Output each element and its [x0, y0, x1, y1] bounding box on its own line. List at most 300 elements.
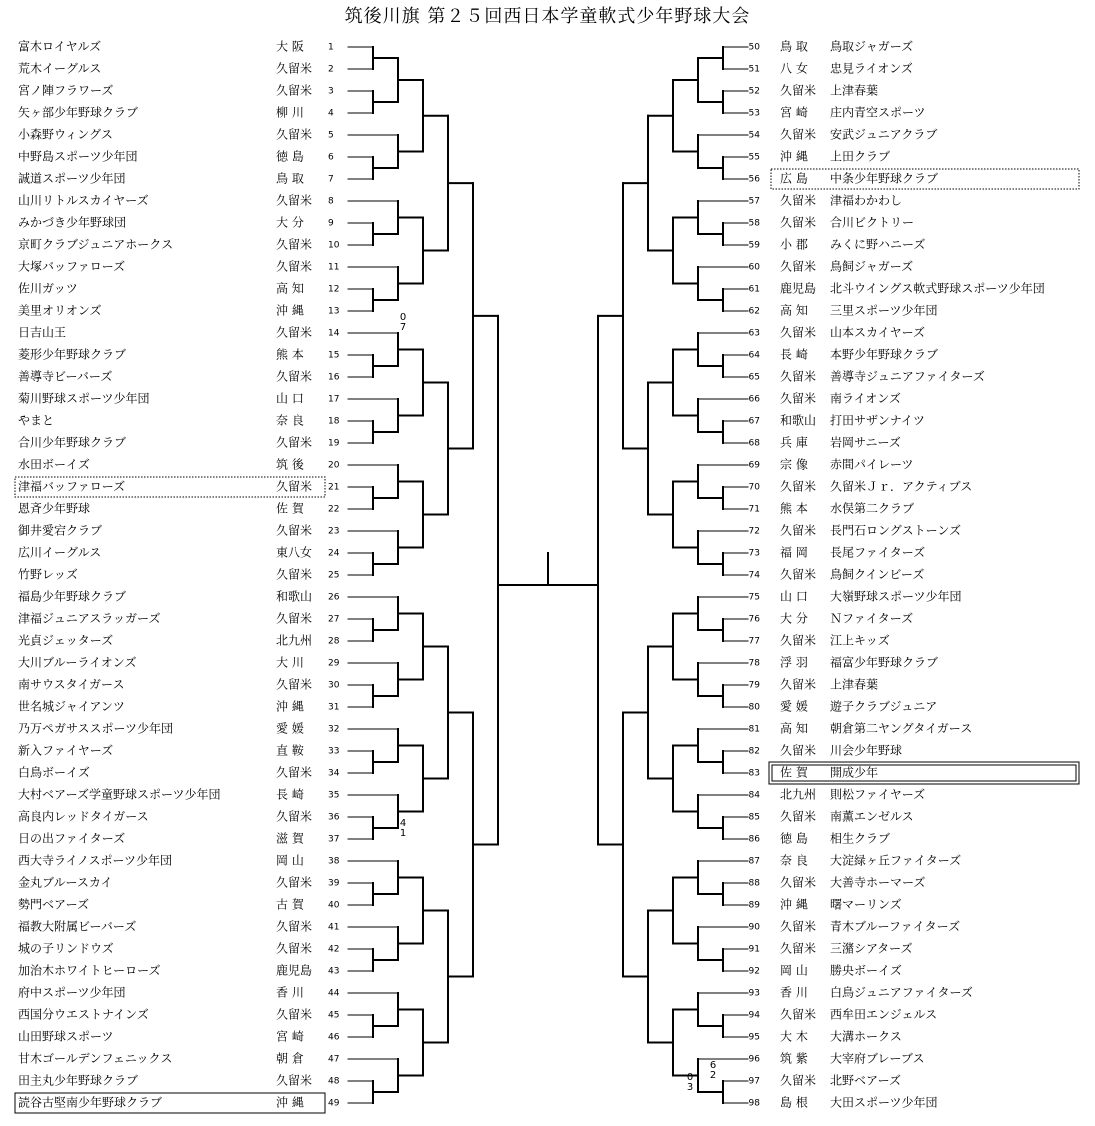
team-prefecture: 高 知 [276, 281, 304, 296]
seed-number: 79 [748, 680, 760, 691]
team-prefecture: 久留米 [276, 61, 313, 76]
score-label: 3 [686, 1082, 694, 1093]
team-name: 高良内レッドタイガース [18, 809, 149, 824]
team-prefecture: 宗 像 [780, 457, 808, 472]
team-prefecture: 熊 本 [276, 347, 304, 362]
team-prefecture: 愛 媛 [276, 721, 304, 736]
team-name: 合川ビクトリー [830, 215, 915, 230]
seed-number: 51 [748, 64, 760, 75]
team-name: 福富少年野球クラブ [830, 655, 939, 670]
seed-number: 27 [328, 614, 340, 625]
team-prefecture: 筑 後 [276, 457, 304, 472]
team-name: 上津春葉 [830, 83, 879, 98]
seed-number: 91 [748, 944, 760, 955]
team-name: 西大寺ライノスポーツ少年団 [18, 853, 172, 868]
team-prefecture: 佐 賀 [276, 501, 304, 516]
seed-number: 85 [748, 812, 760, 823]
team-prefecture: 久留米 [276, 83, 313, 98]
team-prefecture: 沖 縄 [276, 1095, 304, 1110]
seed-number: 74 [748, 570, 760, 581]
team-name: 長尾ファイターズ [830, 545, 926, 560]
seed-number: 9 [328, 218, 334, 229]
seed-number: 15 [328, 350, 340, 361]
seed-number: 75 [748, 592, 760, 603]
seed-number: 24 [328, 548, 340, 559]
team-prefecture: 柳 川 [276, 105, 304, 120]
team-prefecture: 久留米 [780, 809, 817, 824]
team-name: 西牟田エンジェルス [830, 1007, 938, 1022]
seed-number: 25 [328, 570, 340, 581]
team-name: 城の子リンドウズ [18, 941, 114, 956]
page-title: 筑後川旗 第２５回西日本学童軟式少年野球大会 [344, 6, 751, 27]
team-prefecture: 沖 縄 [780, 897, 808, 912]
team-prefecture: 久留米 [276, 237, 313, 252]
score-label: 7 [399, 322, 407, 333]
team-prefecture: 高 知 [780, 303, 808, 318]
seed-number: 54 [748, 130, 760, 141]
seed-number: 18 [328, 416, 340, 427]
seed-number: 69 [748, 460, 760, 471]
team-prefecture: 鳥 取 [276, 171, 304, 186]
team-prefecture: 和歌山 [276, 589, 313, 604]
seed-number: 82 [748, 746, 760, 757]
seed-number: 70 [748, 482, 760, 493]
seed-number: 39 [328, 878, 340, 889]
team-prefecture: 愛 媛 [780, 699, 808, 714]
team-name: 遊子クラブジュニア [830, 699, 938, 714]
score-label: 2 [709, 1070, 717, 1081]
seed-number: 94 [748, 1010, 760, 1021]
team-name: 開成少年 [830, 765, 879, 780]
team-name: やまと [18, 413, 55, 428]
seed-number: 73 [748, 548, 760, 559]
team-prefecture: 北九州 [276, 633, 313, 648]
team-name: 庄内青空スポーツ [830, 105, 926, 120]
seed-number: 47 [328, 1054, 340, 1065]
team-name: 日の出ファイターズ [18, 831, 126, 846]
team-name: 善導寺ジュニアファイターズ [830, 369, 985, 384]
team-prefecture: 久留米 [276, 435, 313, 450]
score-label: 0 [399, 312, 407, 323]
team-prefecture: 久留米 [780, 677, 817, 692]
team-prefecture: 久留米 [276, 611, 313, 626]
team-name: 福島少年野球クラブ [18, 589, 127, 604]
seed-number: 36 [328, 812, 340, 823]
team-name: 岩岡サニーズ [830, 435, 901, 450]
seed-number: 26 [328, 592, 340, 603]
seed-number: 30 [328, 680, 340, 691]
seed-number: 3 [328, 86, 334, 97]
seed-number: 14 [328, 328, 340, 339]
team-prefecture: 久留米 [780, 215, 817, 230]
seed-number: 35 [328, 790, 340, 801]
seed-number: 63 [748, 328, 760, 339]
team-prefecture: 筑 紫 [780, 1051, 808, 1066]
team-prefecture: 久留米 [780, 567, 817, 582]
team-name: 久留米Ｊｒ．アクティブス [830, 479, 973, 494]
team-prefecture: 広 島 [780, 171, 808, 186]
team-name: 長門石ロングストーンズ [830, 523, 962, 538]
team-name: 三潴シアターズ [830, 941, 913, 956]
team-name: 合川少年野球クラブ [18, 435, 127, 450]
team-name: 宮ノ陣フラワーズ [18, 83, 114, 98]
seed-number: 12 [328, 284, 340, 295]
team-prefecture: 久留米 [276, 809, 313, 824]
team-name: 朝倉第二ヤングタイガース [830, 721, 973, 736]
team-name: Ｎファイターズ [830, 611, 914, 626]
team-prefecture: 大 阪 [276, 39, 304, 54]
team-name: 鳥飼クインビーズ [830, 567, 925, 582]
team-name: 読谷古堅南少年野球クラブ [18, 1095, 163, 1110]
seed-number: 61 [748, 284, 760, 295]
seed-number: 11 [328, 262, 340, 273]
team-prefecture: 大 分 [780, 611, 808, 626]
team-name: 誠道スポーツ少年団 [18, 171, 126, 186]
team-name: 青木ブルーファイターズ [830, 919, 961, 934]
seed-number: 72 [748, 526, 760, 537]
seed-number: 44 [328, 988, 340, 999]
team-prefecture: 山 口 [780, 589, 808, 604]
team-prefecture: 岡 山 [276, 853, 304, 868]
team-name: 広川イーグルス [18, 545, 102, 560]
team-prefecture: 八 女 [780, 61, 808, 76]
team-prefecture: 東八女 [276, 545, 313, 560]
team-name: 津福ジュニアスラッガーズ [18, 611, 161, 626]
team-prefecture: 長 崎 [780, 347, 808, 362]
seed-number: 96 [748, 1054, 760, 1065]
seed-number: 28 [328, 636, 340, 647]
team-prefecture: 奈 良 [780, 853, 808, 868]
seed-number: 76 [748, 614, 760, 625]
seed-number: 8 [328, 196, 334, 207]
team-name: 北斗ウイングス軟式野球スポーツ少年団 [830, 281, 1045, 296]
team-prefecture: 久留米 [276, 765, 313, 780]
team-name: 安武ジュニアクラブ [830, 127, 938, 142]
team-prefecture: 久留米 [276, 325, 313, 340]
seed-number: 31 [328, 702, 340, 713]
team-prefecture: 徳 島 [780, 831, 808, 846]
team-name: 矢ヶ部少年野球クラブ [18, 105, 139, 120]
team-name: 菱形少年野球クラブ [18, 347, 127, 362]
team-name: 大村ベアーズ学童野球スポーツ少年団 [18, 787, 221, 802]
team-name: 菊川野球スポーツ少年団 [18, 391, 150, 406]
seed-number: 92 [748, 966, 760, 977]
team-prefecture: 沖 縄 [276, 303, 304, 318]
seed-number: 80 [748, 702, 760, 713]
team-prefecture: 徳 島 [276, 149, 304, 164]
seed-number: 78 [748, 658, 760, 669]
seed-number: 67 [748, 416, 760, 427]
seed-number: 49 [328, 1098, 340, 1109]
team-name: 白鳥ボーイズ [18, 765, 90, 780]
seed-number: 58 [748, 218, 760, 229]
team-prefecture: 鳥 取 [780, 39, 808, 54]
seed-number: 95 [748, 1032, 760, 1043]
seed-number: 55 [748, 152, 760, 163]
team-prefecture: 熊 本 [780, 501, 808, 516]
team-prefecture: 久留米 [276, 941, 313, 956]
team-name: 荒木イーグルス [18, 61, 102, 76]
bracket-lines [348, 47, 748, 1103]
team-prefecture: 和歌山 [780, 413, 817, 428]
team-prefecture: 直 鞍 [276, 743, 304, 758]
team-name: 勢門ベアーズ [18, 897, 90, 912]
team-prefecture: 宮 崎 [276, 1029, 304, 1044]
team-prefecture: 古 賀 [276, 897, 304, 912]
team-name: みかづき少年野球団 [18, 215, 127, 230]
team-name: 津福わかわし [830, 193, 903, 208]
team-prefecture: 奈 良 [276, 413, 304, 428]
team-name: 乃万ペガサススポーツ少年団 [18, 721, 174, 736]
team-name: 鳥飼ジャガーズ [830, 259, 914, 274]
team-prefecture: 岡 山 [780, 963, 808, 978]
team-prefecture: 久留米 [276, 523, 313, 538]
team-name: 大田スポーツ少年団 [830, 1095, 938, 1110]
team-name: 上田クラブ [830, 149, 891, 164]
team-prefecture: 久留米 [276, 259, 313, 274]
team-name: 本野少年野球クラブ [830, 347, 939, 362]
team-prefecture: 久留米 [276, 1073, 313, 1088]
team-prefecture: 佐 賀 [780, 765, 808, 780]
team-name: 大塚バッファローズ [18, 259, 126, 274]
team-name: 新入ファイヤーズ [18, 743, 114, 758]
seed-number: 38 [328, 856, 340, 867]
seed-number: 41 [328, 922, 340, 933]
team-name: 中条少年野球クラブ [830, 171, 939, 186]
team-name: 鳥取ジャガーズ [830, 39, 914, 54]
seed-number: 98 [748, 1098, 760, 1109]
team-name: 赤間パイレーツ [830, 457, 914, 472]
team-prefecture: 久留米 [780, 919, 817, 934]
team-name: みくに野ハニーズ [830, 237, 926, 252]
seed-number: 42 [328, 944, 340, 955]
team-name: 富木ロイヤルズ [18, 39, 102, 54]
seed-number: 93 [748, 988, 760, 999]
team-prefecture: 滋 賀 [276, 831, 304, 846]
seed-number: 5 [328, 130, 334, 141]
team-prefecture: 香 川 [780, 985, 808, 1000]
seed-number: 23 [328, 526, 340, 537]
seed-number: 2 [328, 64, 334, 75]
team-prefecture: 久留米 [780, 1007, 817, 1022]
seed-number: 46 [328, 1032, 340, 1043]
seed-number: 21 [328, 482, 340, 493]
team-prefecture: 久留米 [780, 743, 817, 758]
team-name: 江上キッズ [830, 633, 890, 648]
team-name: 南ライオンズ [830, 391, 901, 406]
team-name: 大川ブルーライオンズ [18, 655, 137, 670]
seed-number: 43 [328, 966, 340, 977]
team-name: 御井愛宕クラブ [18, 523, 103, 538]
score-label: 1 [399, 828, 407, 839]
seed-number: 56 [748, 174, 760, 185]
team-name: 恩斉少年野球 [18, 501, 91, 516]
team-name: 大宰府ブレーブス [830, 1051, 925, 1066]
seed-number: 77 [748, 636, 760, 647]
team-name: 甘木ゴールデンフェニックス [18, 1051, 173, 1066]
team-prefecture: 久留米 [276, 369, 313, 384]
seed-number: 84 [748, 790, 760, 801]
team-name: 善導寺ビーバーズ [18, 369, 113, 384]
team-prefecture: 久留米 [780, 83, 817, 98]
team-name: 日吉山王 [18, 325, 67, 340]
team-prefecture: 久留米 [276, 479, 313, 494]
team-name: 津福バッファローズ [18, 479, 126, 494]
seed-number: 34 [328, 768, 340, 779]
seed-number: 50 [748, 42, 760, 53]
seed-number: 13 [328, 306, 340, 317]
team-name: 中野島スポーツ少年団 [18, 149, 138, 164]
team-prefecture: 山 口 [276, 391, 304, 406]
seed-number: 68 [748, 438, 760, 449]
seed-number: 65 [748, 372, 760, 383]
seed-number: 89 [748, 900, 760, 911]
seed-number: 32 [328, 724, 340, 735]
seed-number: 48 [328, 1076, 340, 1087]
team-prefecture: 島 根 [780, 1095, 808, 1110]
bracket-labels [18, 39, 1045, 1110]
seed-number: 4 [328, 108, 334, 119]
score-label: 6 [709, 1060, 717, 1071]
seed-number: 53 [748, 108, 760, 119]
team-prefecture: 久留米 [780, 193, 817, 208]
team-name: 田主丸少年野球クラブ [18, 1073, 139, 1088]
seed-number: 87 [748, 856, 760, 867]
seed-number: 1 [328, 42, 334, 53]
team-name: 竹野レッズ [18, 567, 78, 582]
team-name: 光貞ジェッターズ [18, 633, 114, 648]
team-prefecture: 久留米 [276, 567, 313, 582]
team-name: 美里オリオンズ [18, 303, 102, 318]
team-name: 世名城ジャイアンツ [18, 699, 125, 714]
team-prefecture: 久留米 [276, 919, 313, 934]
team-prefecture: 鹿児島 [276, 963, 313, 978]
team-name: 北野ベアーズ [830, 1073, 902, 1088]
team-prefecture: 大 川 [276, 655, 304, 670]
team-prefecture: 沖 縄 [780, 149, 808, 164]
team-prefecture: 久留米 [276, 875, 313, 890]
team-prefecture: 久留米 [780, 391, 817, 406]
seed-number: 29 [328, 658, 340, 669]
team-name: 佐川ガッツ [18, 281, 78, 296]
seed-number: 86 [748, 834, 760, 845]
team-name: 南薫エンゼルス [830, 809, 914, 824]
team-name: 川会少年野球 [830, 743, 903, 758]
team-prefecture: 久留米 [780, 369, 817, 384]
seed-number: 10 [328, 240, 340, 251]
team-name: 三里スポーツ少年団 [830, 303, 938, 318]
team-prefecture: 久留米 [276, 193, 313, 208]
team-name: 山田野球スポーツ [18, 1029, 114, 1044]
team-name: 上津春葉 [830, 677, 879, 692]
team-prefecture: 久留米 [780, 127, 817, 142]
team-name: 金丸ブルースカイ [18, 875, 113, 890]
highlight-box-solid [772, 765, 1076, 781]
seed-number: 88 [748, 878, 760, 889]
team-prefecture: 大 分 [276, 215, 304, 230]
team-name: 小森野ウィングス [18, 127, 113, 142]
seed-number: 22 [328, 504, 340, 515]
team-prefecture: 久留米 [780, 1073, 817, 1088]
team-name: 相生クラブ [830, 831, 891, 846]
team-name: 加治木ホワイトヒーローズ [18, 963, 161, 978]
team-prefecture: 久留米 [780, 523, 817, 538]
seed-number: 81 [748, 724, 760, 735]
team-name: 山本スカイヤーズ [830, 325, 926, 340]
team-name: 山川リトルスカイヤーズ [18, 193, 149, 208]
team-name: 大嶺野球スポーツ少年団 [830, 589, 962, 604]
team-prefecture: 久留米 [276, 677, 313, 692]
seed-number: 45 [328, 1010, 340, 1021]
seed-number: 16 [328, 372, 340, 383]
team-prefecture: 北九州 [780, 787, 817, 802]
seed-number: 66 [748, 394, 760, 405]
team-prefecture: 大 木 [780, 1029, 808, 1044]
seed-number: 97 [748, 1076, 760, 1087]
seed-number: 17 [328, 394, 340, 405]
team-prefecture: 香 川 [276, 985, 304, 1000]
team-name: 曙マーリンズ [830, 897, 902, 912]
team-prefecture: 兵 庫 [780, 435, 808, 450]
seed-number: 60 [748, 262, 760, 273]
seed-number: 57 [748, 196, 760, 207]
seed-number: 90 [748, 922, 760, 933]
team-name: 福教大附属ビーバーズ [18, 919, 137, 934]
team-prefecture: 沖 縄 [276, 699, 304, 714]
team-prefecture: 鹿児島 [780, 281, 817, 296]
team-name: 白鳥ジュニアファイターズ [830, 985, 973, 1000]
team-prefecture: 長 崎 [276, 787, 304, 802]
team-prefecture: 小 郡 [780, 237, 808, 252]
team-name: 南サウスタイガース [18, 677, 125, 692]
seed-number: 71 [748, 504, 760, 515]
score-label: 4 [399, 818, 407, 829]
team-name: 則松ファイヤーズ [830, 787, 926, 802]
team-name: 大淀緑ヶ丘ファイターズ [830, 853, 962, 868]
team-name: 西国分ウエストナインズ [18, 1007, 149, 1022]
team-prefecture: 宮 崎 [780, 105, 808, 120]
team-prefecture: 久留米 [780, 941, 817, 956]
seed-number: 62 [748, 306, 760, 317]
team-name: 大善寺ホーマーズ [830, 875, 926, 890]
seed-number: 6 [328, 152, 334, 163]
team-prefecture: 久留米 [780, 325, 817, 340]
score-label: 0 [686, 1072, 694, 1083]
seed-number: 20 [328, 460, 340, 471]
team-prefecture: 久留米 [780, 633, 817, 648]
team-name: 大溝ホークス [830, 1029, 902, 1044]
seed-number: 64 [748, 350, 760, 361]
team-prefecture: 久留米 [780, 875, 817, 890]
seed-number: 37 [328, 834, 340, 845]
seed-number: 40 [328, 900, 340, 911]
team-prefecture: 久留米 [276, 127, 313, 142]
team-prefecture: 朝 倉 [276, 1051, 304, 1066]
team-prefecture: 高 知 [780, 721, 808, 736]
seed-number: 83 [748, 768, 760, 779]
team-name: 勝央ボーイズ [830, 963, 902, 978]
seed-number: 33 [328, 746, 340, 757]
team-name: 水田ボーイズ [18, 457, 90, 472]
team-prefecture: 浮 羽 [780, 655, 808, 670]
team-name: 京町クラブジュニアホークス [18, 237, 174, 252]
seed-number: 7 [328, 174, 334, 185]
seed-number: 52 [748, 86, 760, 97]
team-prefecture: 福 岡 [780, 545, 808, 560]
seed-number: 59 [748, 240, 760, 251]
team-prefecture: 久留米 [780, 259, 817, 274]
team-name: 打田サザンナイツ [830, 413, 925, 428]
